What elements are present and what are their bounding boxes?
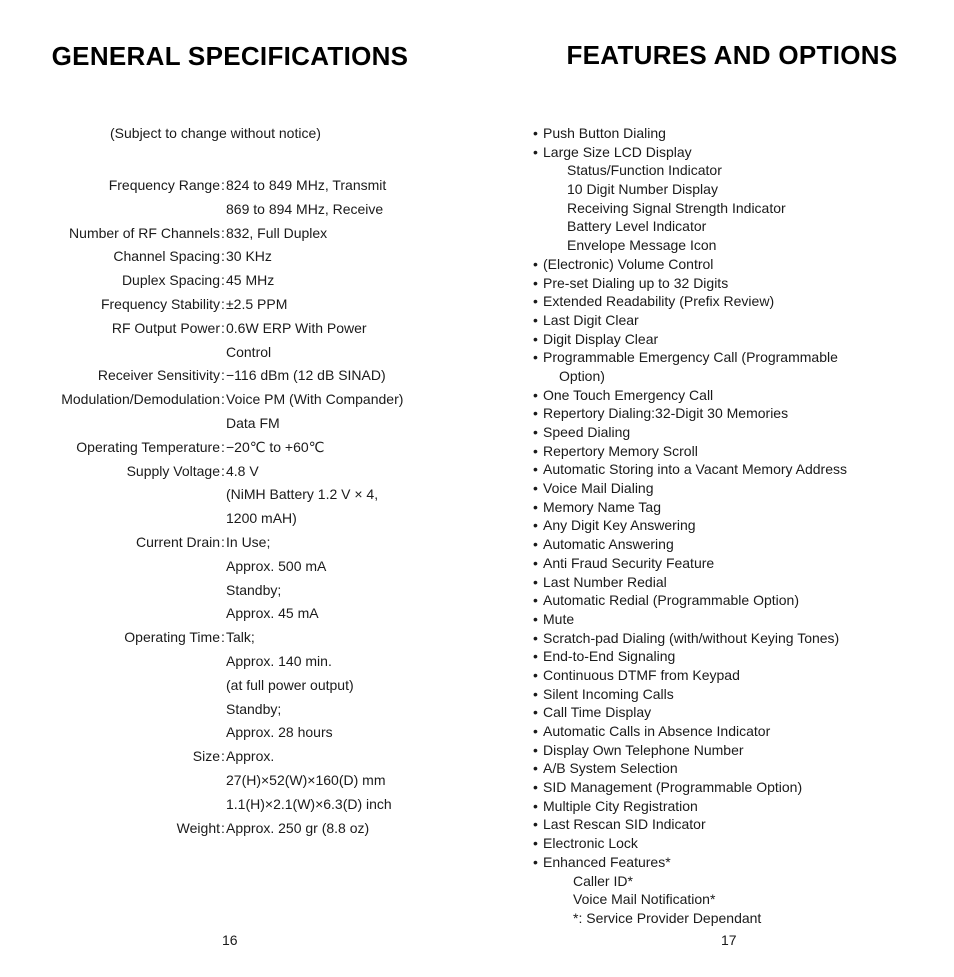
spec-separator: :: [221, 819, 225, 836]
spec-value: 1.1(H)×2.1(W)×6.3(D) inch: [226, 795, 392, 812]
spec-value: 824 to 849 MHz, Transmit: [226, 177, 387, 193]
feature-item: [533, 853, 953, 872]
feature-subitem: [533, 217, 953, 236]
spec-value: Approx. 28 hours: [226, 724, 333, 741]
feature-text: 10 Digit Number Display: [567, 181, 718, 198]
spec-value: 869 to 894 MHz, Receive: [226, 200, 384, 217]
spec-value: Standby;: [226, 581, 282, 598]
feature-text: Call Time Display: [543, 704, 652, 721]
spec-row: [0, 388, 477, 436]
spec-value: (NiMH Battery 1.2 V × 4,: [226, 486, 379, 503]
bullet-icon: •: [533, 311, 538, 328]
feature-subitem: [533, 890, 953, 909]
spec-value: Approx. 45 mA: [226, 605, 319, 622]
spec-separator: :: [221, 177, 225, 193]
spec-values: [226, 293, 477, 317]
spec-value: In Use;: [226, 533, 271, 550]
feature-text: Status/Function Indicator: [567, 162, 722, 179]
spec-value: Approx. 250 gr (8.8 oz): [226, 819, 370, 836]
bullet-icon: •: [533, 330, 538, 347]
feature-item: [533, 666, 953, 685]
spec-row: [0, 460, 477, 531]
spec-row: [0, 817, 477, 841]
spec-separator: :: [221, 319, 225, 336]
feature-item: [533, 834, 953, 853]
spec-row: [0, 317, 477, 365]
spec-separator: :: [221, 272, 225, 289]
feature-subitem: [533, 872, 953, 891]
spec-label: Channel Spacing: [113, 248, 220, 265]
feature-text: Multiple City Registration: [543, 797, 698, 814]
spec-label: Current Drain: [135, 533, 220, 550]
page-number-right: 17: [721, 932, 737, 948]
spec-value: 0.6W ERP With Power: [226, 319, 367, 336]
spec-values: [226, 531, 477, 626]
feature-item: [533, 311, 953, 330]
feature-subitem: [533, 236, 953, 255]
spec-value: Approx.: [226, 748, 275, 765]
spec-value: 27(H)×52(W)×160(D) mm: [226, 771, 386, 788]
spec-row: [0, 293, 477, 317]
spec-label: Operating Time: [124, 629, 220, 646]
feature-item: [533, 386, 953, 405]
feature-item: [533, 797, 953, 816]
feature-item: [533, 573, 953, 592]
spec-value: 1200 mAH): [226, 510, 297, 527]
spec-row: [0, 269, 477, 293]
spec-values: [226, 388, 477, 436]
spec-separator: :: [221, 533, 225, 550]
spec-separator: :: [221, 391, 225, 408]
feature-text: Battery Level Indicator: [567, 218, 707, 235]
bullet-icon: •: [533, 461, 538, 478]
feature-text: Extended Readability (Prefix Review): [543, 293, 775, 310]
feature-item: [533, 516, 953, 535]
bullet-icon: •: [533, 125, 538, 141]
spec-separator: :: [221, 367, 225, 384]
feature-text: Display Own Telephone Number: [543, 741, 744, 758]
bullet-icon: •: [533, 442, 538, 459]
feature-text: Automatic Redial (Programmable Option): [543, 592, 799, 609]
bullet-icon: •: [533, 424, 538, 440]
spec-value: −20℃ to +60℃: [226, 438, 325, 455]
feature-subitem: [533, 367, 953, 386]
feature-item: [533, 591, 953, 610]
bullet-icon: •: [533, 760, 538, 777]
spec-label: RF Output Power: [111, 319, 220, 336]
bullet-icon: •: [533, 666, 538, 683]
bullet-icon: •: [533, 554, 538, 571]
spec-separator: :: [221, 748, 225, 765]
spec-row: [0, 222, 477, 246]
feature-text: Enhanced Features*: [543, 853, 671, 870]
bullet-icon: •: [533, 648, 538, 665]
bullet-icon: •: [533, 816, 538, 833]
feature-item: [533, 348, 953, 367]
spec-values: [226, 317, 477, 365]
feature-text: Electronic Lock: [543, 835, 638, 852]
bullet-icon: •: [533, 143, 538, 160]
spec-value: Talk;: [226, 629, 255, 646]
feature-item: [533, 741, 953, 760]
feature-text: One Touch Emergency Call: [543, 386, 714, 403]
spec-value: Standby;: [226, 700, 282, 717]
page-number-left: 16: [222, 932, 238, 948]
spec-values: [226, 245, 477, 269]
spec-values: [226, 745, 477, 816]
spec-value: Data FM: [226, 414, 280, 431]
feature-text: Voice Mail Dialing: [543, 480, 654, 497]
feature-text: Option): [559, 367, 605, 384]
spec-values: [226, 626, 477, 745]
feature-text: Pre-set Dialing up to 32 Digits: [543, 274, 729, 291]
feature-item: [533, 255, 953, 274]
features-list: [533, 124, 953, 928]
feature-text: Automatic Calls in Absence Indicator: [543, 723, 771, 739]
feature-item: [533, 423, 953, 442]
feature-item: [533, 703, 953, 722]
spec-values: [226, 174, 477, 222]
feature-text: Voice Mail Notification*: [573, 891, 716, 908]
feature-text: Continuous DTMF from Keypad: [543, 666, 740, 683]
feature-text: Caller ID*: [573, 872, 633, 889]
feature-text: Silent Incoming Calls: [543, 685, 674, 702]
feature-text: Anti Fraud Security Feature: [543, 554, 715, 571]
spec-separator: :: [221, 462, 225, 479]
bullet-icon: •: [533, 704, 538, 721]
spec-label: Supply Voltage: [126, 462, 220, 479]
bullet-icon: •: [533, 592, 538, 609]
bullet-icon: •: [533, 723, 538, 739]
spec-row: [0, 531, 477, 626]
feature-text: End-to-End Signaling: [543, 648, 676, 665]
feature-item: [533, 629, 953, 648]
feature-text: Automatic Answering: [543, 536, 674, 553]
feature-text: Last Number Redial: [543, 573, 667, 590]
spec-separator: :: [221, 295, 225, 312]
spec-value: ±2.5 PPM: [226, 295, 288, 312]
spec-row: [0, 245, 477, 269]
spec-row: [0, 745, 477, 816]
feature-item: [533, 442, 953, 461]
feature-text: A/B System Selection: [543, 760, 678, 777]
feature-item: [533, 404, 953, 423]
feature-item: [533, 554, 953, 573]
spec-row: [0, 626, 477, 745]
spec-row: [0, 436, 477, 460]
right-page: [477, 0, 954, 977]
bullet-icon: •: [533, 255, 538, 272]
spec-label: Duplex Spacing: [121, 272, 220, 289]
spec-values: [226, 460, 477, 531]
bullet-icon: •: [533, 629, 538, 646]
feature-text: Programmable Emergency Call (Programmable: [543, 349, 838, 366]
spec-value: 30 KHz: [226, 248, 272, 265]
feature-item: [533, 460, 953, 479]
spec-label: Frequency Range: [108, 177, 220, 193]
feature-subitem: [533, 909, 953, 928]
feature-subitem: [533, 199, 953, 218]
spec-separator: :: [221, 248, 225, 265]
spec-label: Modulation/Demodulation: [61, 391, 220, 408]
bullet-icon: •: [533, 498, 538, 515]
spec-value: 4.8 V: [226, 462, 259, 479]
bullet-icon: •: [533, 386, 538, 403]
bullet-icon: •: [533, 517, 538, 534]
spec-value: −116 dBm (12 dB SINAD): [226, 367, 386, 384]
bullet-icon: •: [533, 610, 538, 627]
spec-notice: (Subject to change without notice): [110, 125, 321, 141]
feature-item: [533, 722, 953, 741]
feature-item: [533, 647, 953, 666]
bullet-icon: •: [533, 779, 538, 796]
spec-values: [226, 436, 477, 460]
spec-row: [0, 364, 477, 388]
feature-text: Scratch-pad Dialing (with/without Keying Tones): [543, 629, 840, 646]
feature-text: Last Rescan SID Indicator: [543, 816, 706, 833]
spec-value: 832, Full Duplex: [226, 224, 328, 241]
feature-text: Mute: [543, 610, 575, 627]
feature-subitem: [533, 180, 953, 199]
feature-text: *: Service Provider Dependant: [573, 909, 762, 926]
features-options-title: FEATURES AND OPTIONS: [566, 40, 898, 70]
feature-item: [533, 124, 953, 143]
feature-item: [533, 685, 953, 704]
bullet-icon: •: [533, 293, 538, 310]
spec-value: Voice PM (With Compander): [226, 391, 404, 408]
feature-item: [533, 330, 953, 349]
general-specifications-title: GENERAL SPECIFICATIONS: [51, 41, 409, 71]
bullet-icon: •: [533, 573, 538, 590]
bullet-icon: •: [533, 853, 538, 870]
bullet-icon: •: [533, 797, 538, 814]
specifications-table: [0, 174, 477, 840]
spec-value: Approx. 500 mA: [226, 557, 327, 574]
spec-values: [226, 269, 477, 293]
feature-item: [533, 143, 953, 162]
bullet-icon: •: [533, 405, 538, 422]
feature-text: (Electronic) Volume Control: [543, 255, 714, 272]
spec-label: Number of RF Channels: [69, 224, 220, 241]
feature-text: Large Size LCD Display: [543, 143, 692, 160]
spec-value: 45 MHz: [226, 272, 275, 289]
bullet-icon: •: [533, 835, 538, 852]
feature-item: [533, 778, 953, 797]
feature-text: Memory Name Tag: [543, 498, 662, 515]
spec-label: Operating Temperature: [76, 438, 220, 455]
feature-item: [533, 815, 953, 834]
spec-label: Receiver Sensitivity: [97, 367, 220, 384]
feature-text: Automatic Storing into a Vacant Memory Address: [543, 461, 847, 478]
feature-item: [533, 274, 953, 293]
spec-separator: :: [221, 438, 225, 455]
bullet-icon: •: [533, 685, 538, 702]
bullet-icon: •: [533, 480, 538, 497]
spec-label: Size: [192, 748, 220, 765]
spec-value: Control: [226, 343, 272, 360]
bullet-icon: •: [533, 741, 538, 758]
feature-item: [533, 535, 953, 554]
spec-values: [226, 817, 477, 841]
spec-label: Frequency Stability: [100, 295, 220, 312]
feature-text: Last Digit Clear: [543, 311, 639, 328]
bullet-icon: •: [533, 536, 538, 553]
bullet-icon: •: [533, 274, 538, 291]
spec-values: [226, 364, 477, 388]
spec-label: Weight: [176, 819, 220, 836]
spec-separator: :: [221, 224, 225, 241]
feature-subitem: [533, 161, 953, 180]
feature-text: Repertory Dialing:32-Digit 30 Memories: [543, 405, 789, 422]
feature-text: Any Digit Key Answering: [543, 517, 696, 534]
feature-item: [533, 292, 953, 311]
spec-value: Approx. 140 min.: [226, 652, 332, 669]
spec-value: (at full power output): [226, 676, 354, 693]
bullet-icon: •: [533, 349, 538, 366]
feature-text: Receiving Signal Strength Indicator: [567, 199, 786, 216]
feature-item: [533, 479, 953, 498]
feature-text: Envelope Message Icon: [567, 237, 717, 254]
feature-item: [533, 759, 953, 778]
feature-text: Digit Display Clear: [543, 330, 659, 347]
feature-text: Speed Dialing: [543, 424, 631, 440]
feature-item: [533, 498, 953, 517]
feature-text: Repertory Memory Scroll: [543, 442, 698, 459]
feature-text: SID Management (Programmable Option): [543, 779, 803, 796]
spec-separator: :: [221, 629, 225, 646]
feature-text: Push Button Dialing: [543, 125, 666, 141]
feature-item: [533, 610, 953, 629]
spec-values: [226, 222, 477, 246]
spec-row: [0, 174, 477, 222]
